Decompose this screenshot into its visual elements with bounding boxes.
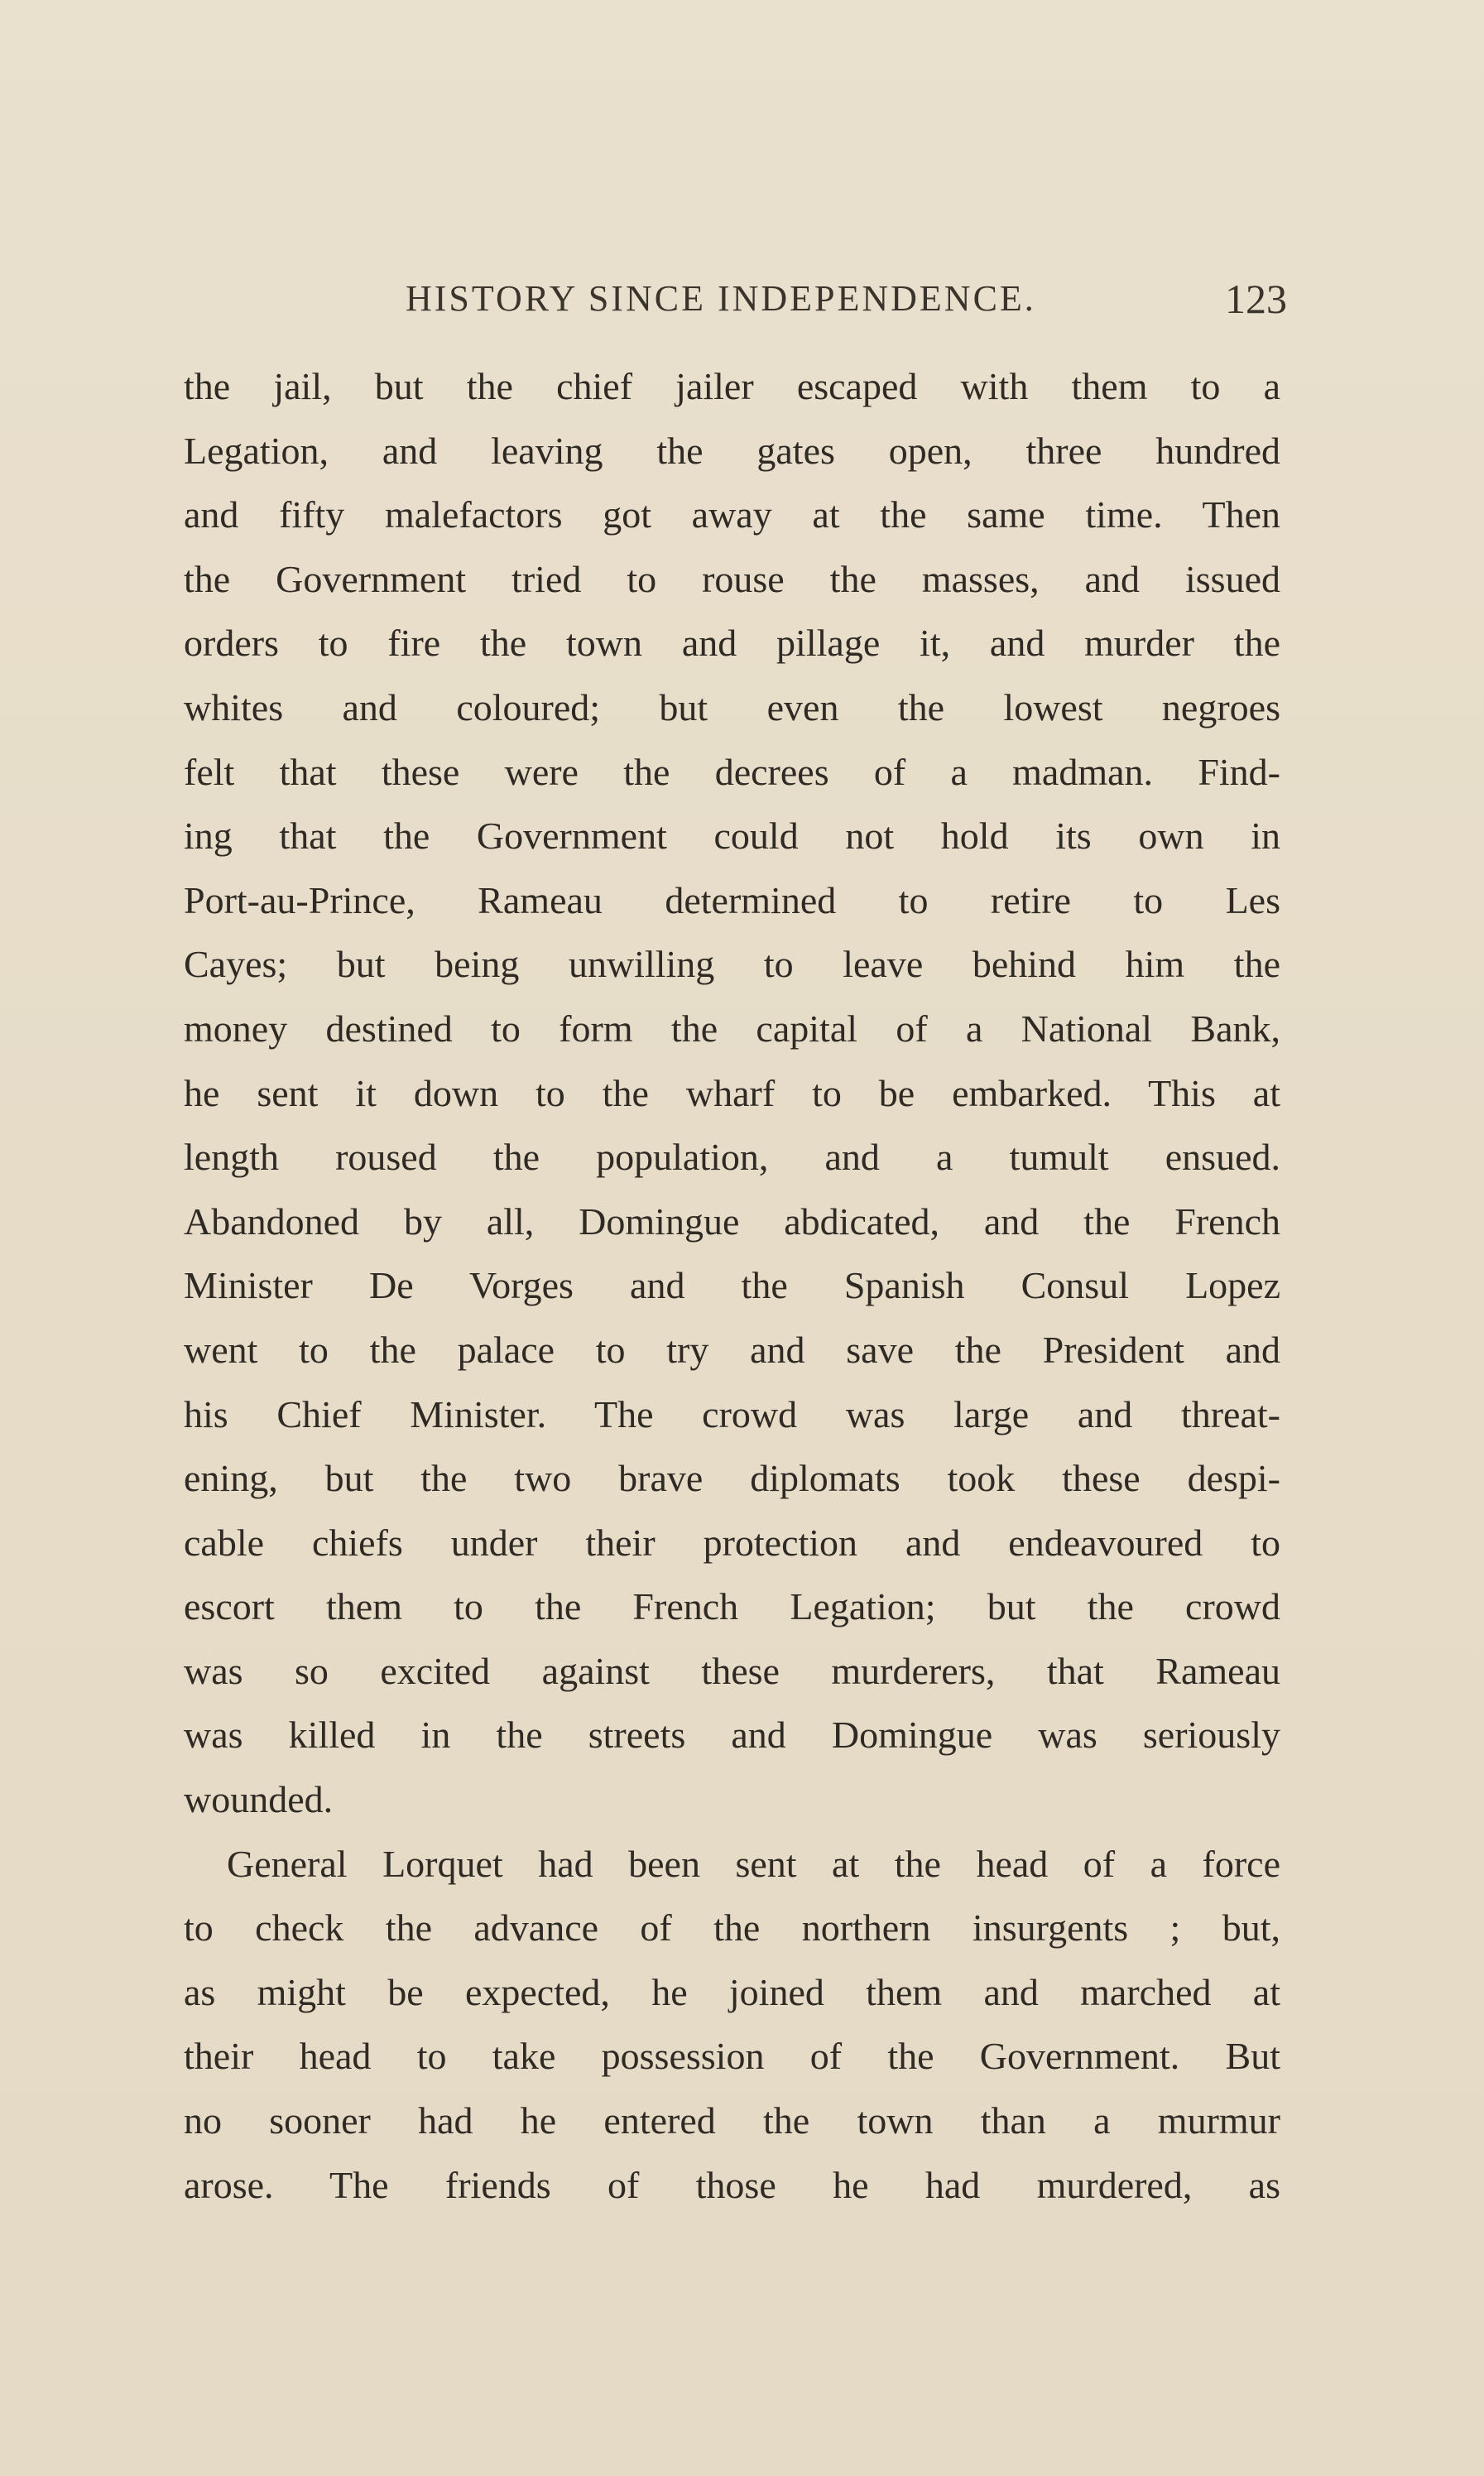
text-line: ing that the Government could not hold its own in — [184, 815, 1280, 858]
text-line: the jail, but the chief jailer escaped with them to a — [184, 365, 1280, 407]
text-line: and fifty malefactors got away at the same time. Then — [184, 493, 1280, 536]
running-title: HISTORY SINCE INDEPENDENCE. — [406, 278, 1036, 319]
text-line: arose. The friends of those he had murdered, as — [184, 2163, 1280, 2206]
text-line: whites and coloured; but even the lowest negroes — [184, 685, 1280, 728]
text-line: their head to take possession of the Government. But — [184, 2035, 1280, 2078]
text-line: Port-au-Prince, Rameau determined to retire to Les — [184, 878, 1280, 921]
text-line: length roused the population, and a tumult ensued. — [184, 1136, 1280, 1179]
text-line: Minister De Vorges and the Spanish Consul Lopez — [184, 1264, 1280, 1307]
text-line: felt that these were the decrees of a madman. Find- — [184, 750, 1280, 793]
text-line: ening, but the two brave diplomats took these despi- — [184, 1457, 1280, 1500]
text-line: escort them to the French Legation; but the crowd — [184, 1585, 1280, 1628]
text-line: money destined to form the capital of a National Bank, — [184, 1007, 1280, 1050]
text-line: as might be expected, he joined them and marched at — [184, 1970, 1280, 2013]
body-text — [184, 354, 1280, 2217]
text-line: he sent it down to the wharf to be embarked. This at — [184, 1071, 1280, 1114]
paragraph-start-line: General Lorquet had been sent at the head of a force — [227, 1842, 1280, 1885]
text-line: orders to fire the town and pillage it, and murder the — [184, 622, 1280, 665]
text-line: no sooner had he entered the town than a murmur — [184, 2099, 1280, 2142]
text-line: was so excited against these murderers, that Rameau — [184, 1649, 1280, 1692]
text-line: Cayes; but being unwilling to leave behind him the — [184, 943, 1280, 986]
text-line: his Chief Minister. The crowd was large and threat- — [184, 1392, 1280, 1435]
text-line: Legation, and leaving the gates open, three hundred — [184, 429, 1280, 472]
text-line: the Government tried to rouse the masses, and issued — [184, 557, 1280, 600]
paragraph-end-line: wounded. — [184, 1778, 334, 1821]
text-line: to check the advance of the northern insurgents ; but, — [184, 1906, 1280, 1950]
text-line: cable chiefs under their protection and endeavoured to — [184, 1521, 1280, 1564]
page-number: 123 — [1225, 276, 1287, 322]
running-header — [174, 270, 1287, 328]
text-line: went to the palace to try and save the President and — [184, 1328, 1280, 1371]
text-line: Abandoned by all, Domingue abdicated, and the French — [184, 1200, 1280, 1243]
text-line: was killed in the streets and Domingue was seriously — [184, 1714, 1280, 1757]
